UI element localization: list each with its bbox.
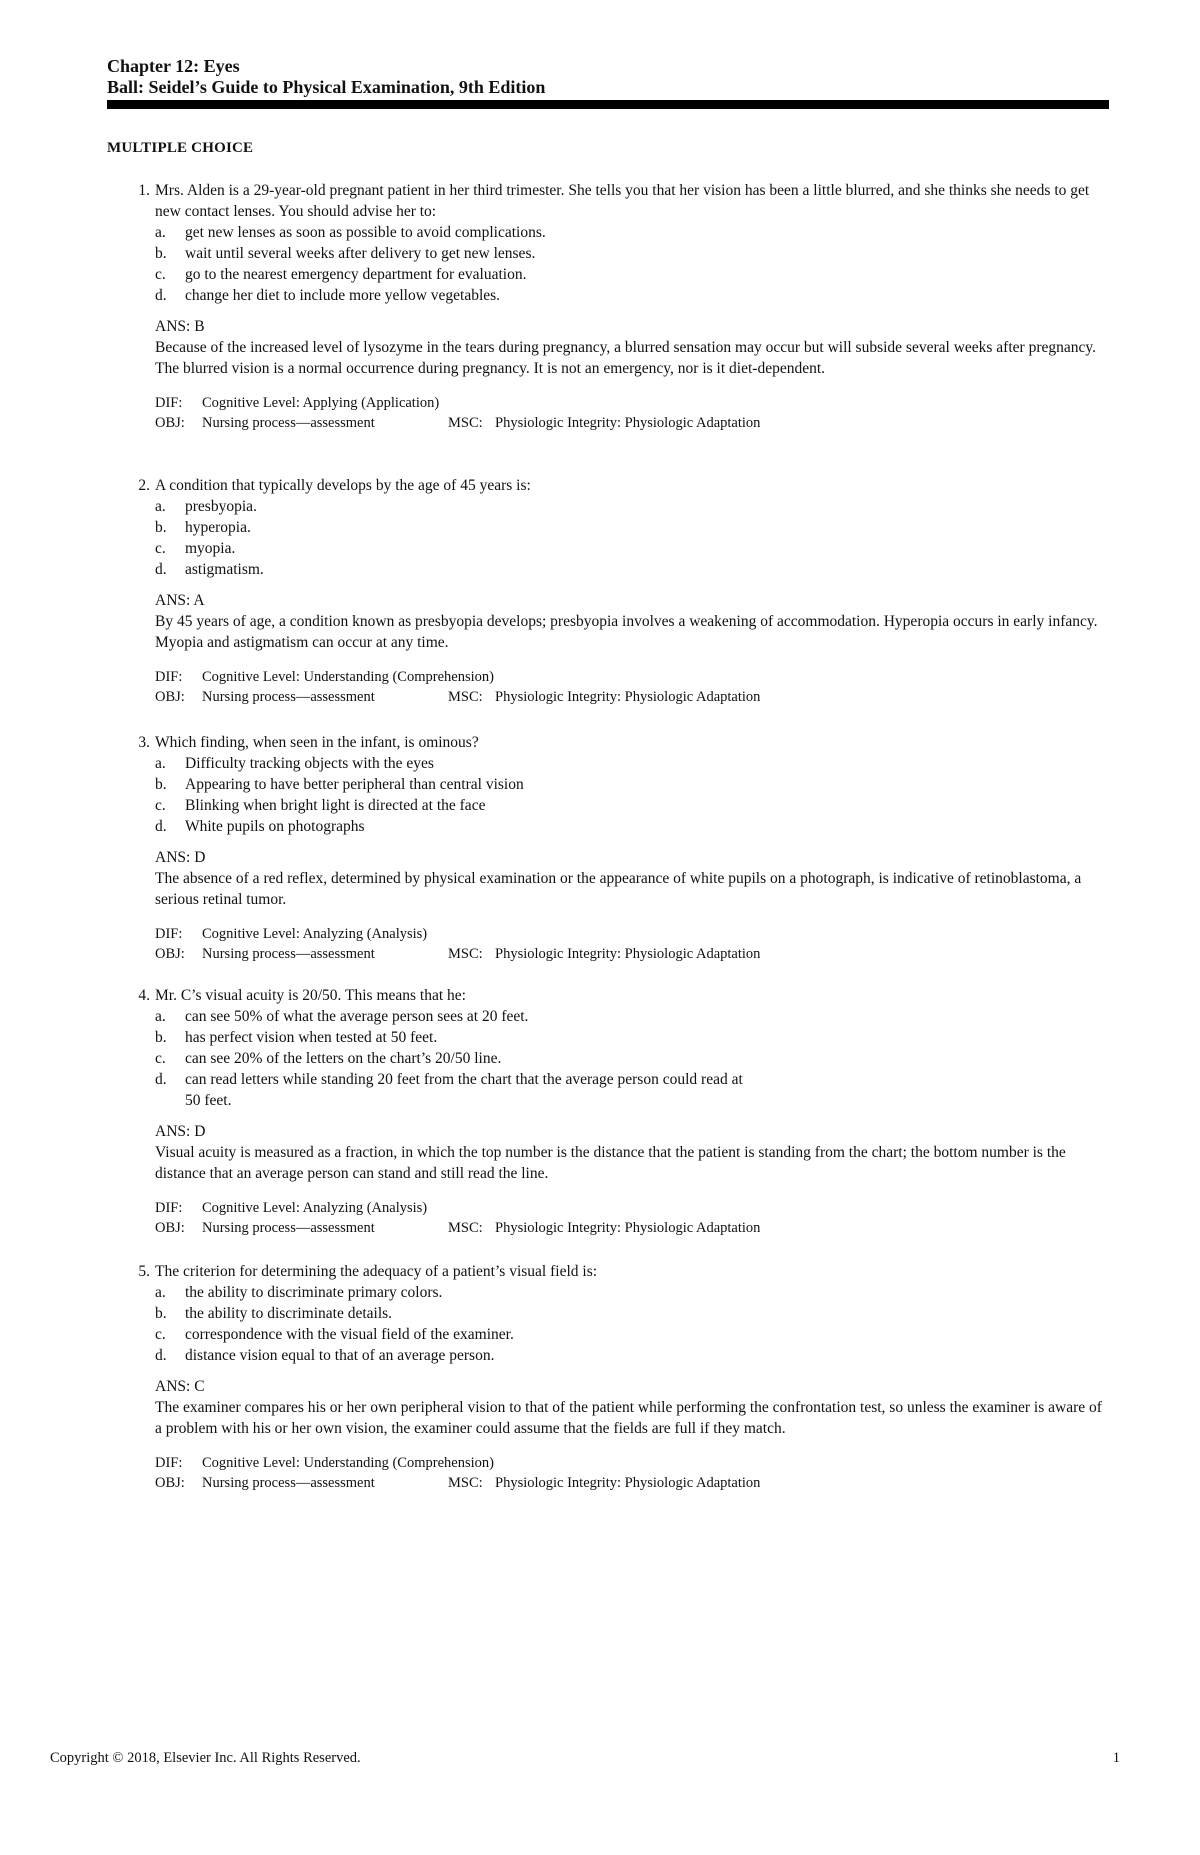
question-3: [130, 732, 1110, 964]
question-meta: [155, 667, 1110, 707]
choice-letter: d.: [155, 818, 167, 835]
rationale: Visual acuity is measured as a fraction, in which the top number is the distance that the patient is standing from the chart; the bottom number is the distance that an average person can stand and still read the line.: [155, 1144, 1066, 1182]
dif-value: Cognitive Level: Analyzing (Analysis): [202, 926, 428, 942]
choice-b: [155, 774, 1110, 795]
choice-text: wait until several weeks after delivery to get new lenses.: [185, 245, 536, 262]
choice-text: has perfect vision when tested at 50 feet.: [185, 1029, 438, 1046]
answer: ANS: A: [155, 592, 205, 609]
choice-d: [155, 1069, 755, 1111]
choice-b: [155, 243, 1110, 264]
question-stem: The criterion for determining the adequacy of a patient’s visual field is:: [155, 1263, 598, 1280]
question-stem: Mr. C’s visual acuity is 20/50. This means that he:: [155, 987, 466, 1004]
choice-d: [155, 285, 1110, 306]
dif-label: DIF:: [155, 1200, 183, 1216]
choice-text: get new lenses as soon as possible to avoid complications.: [185, 224, 546, 241]
choice-d: [155, 816, 1110, 837]
choice-letter: a.: [155, 224, 166, 241]
choice-letter: b.: [155, 1029, 167, 1046]
msc-value: Physiologic Integrity: Physiologic Adaptation: [495, 415, 761, 431]
msc-label: MSC:: [448, 946, 483, 962]
rationale: By 45 years of age, a condition known as presbyopia develops; presbyopia involves a weakening of accommodation. Hyperopia occurs in early infancy. Myopia and astigmatism can occur at any time.: [155, 613, 1098, 651]
choice-letter: a.: [155, 755, 166, 772]
msc-label: MSC:: [448, 1220, 483, 1236]
question-meta: [155, 924, 1110, 964]
choice-letter: d.: [155, 1347, 167, 1364]
choice-b: [155, 517, 1110, 538]
choice-a: [155, 222, 1110, 243]
choice-text: change her diet to include more yellow vegetables.: [185, 287, 501, 304]
dif-label: DIF:: [155, 926, 183, 942]
msc-value: Physiologic Integrity: Physiologic Adaptation: [495, 946, 761, 962]
choice-text: Appearing to have better peripheral than central vision: [185, 776, 524, 793]
choice-b: [155, 1303, 1110, 1324]
choice-letter: b.: [155, 245, 167, 262]
msc-value: Physiologic Integrity: Physiologic Adaptation: [495, 1220, 761, 1236]
choice-letter: c.: [155, 266, 166, 283]
question-stem: Which finding, when seen in the infant, is ominous?: [155, 734, 479, 751]
obj-value: Nursing process—assessment: [202, 1475, 375, 1491]
choice-text: go to the nearest emergency department for evaluation.: [185, 266, 527, 283]
choice-letter: c.: [155, 1050, 166, 1067]
choice-letter: d.: [155, 561, 167, 578]
obj-value: Nursing process—assessment: [202, 1220, 375, 1236]
answer: ANS: C: [155, 1378, 205, 1395]
question-number: 3.: [138, 734, 150, 751]
question-meta: [155, 393, 1110, 433]
question-4: [130, 985, 1110, 1238]
choice-letter: c.: [155, 540, 166, 557]
choice-c: [155, 795, 1110, 816]
copyright-notice: Copyright © 2018, Elsevier Inc. All Rights Reserved.: [50, 1750, 361, 1766]
choice-b: [155, 1027, 1110, 1048]
dif-label: DIF:: [155, 1455, 183, 1471]
page-header: [107, 56, 1107, 98]
choice-letter: c.: [155, 797, 166, 814]
book-title: Ball: Seidel’s Guide to Physical Examination, 9th Edition: [107, 77, 546, 97]
question-number: 1.: [138, 182, 150, 199]
question-number: 2.: [138, 477, 150, 494]
question-meta: [155, 1453, 1110, 1493]
question-stem: A condition that typically develops by the age of 45 years is:: [155, 477, 531, 494]
obj-value: Nursing process—assessment: [202, 415, 375, 431]
question-number: 5.: [138, 1263, 150, 1280]
choice-text: correspondence with the visual field of the examiner.: [185, 1326, 514, 1343]
choice-a: [155, 496, 1110, 517]
choice-text: distance vision equal to that of an average person.: [185, 1347, 495, 1364]
rationale: Because of the increased level of lysozyme in the tears during pregnancy, a blurred sensation may occur but will subside several weeks after pregnancy. The blurred vision is a normal occurrence during pregnancy. It is not an emergency, nor is it diet-dependent.: [155, 339, 1096, 377]
choice-c: [155, 1324, 1110, 1345]
page-number: 1: [1112, 1750, 1120, 1766]
obj-value: Nursing process—assessment: [202, 689, 375, 705]
choice-letter: b.: [155, 519, 167, 536]
msc-value: Physiologic Integrity: Physiologic Adaptation: [495, 1475, 761, 1491]
choice-letter: a.: [155, 498, 166, 515]
question-2: [130, 475, 1110, 707]
choice-text: astigmatism.: [185, 561, 264, 578]
choice-text: the ability to discriminate primary colors.: [185, 1284, 443, 1301]
msc-label: MSC:: [448, 689, 483, 705]
question-1: [130, 180, 1110, 433]
choice-letter: a.: [155, 1008, 166, 1025]
msc-label: MSC:: [448, 415, 483, 431]
choice-text: presbyopia.: [185, 498, 257, 515]
choice-letter: d.: [155, 287, 167, 304]
choice-d: [155, 559, 1110, 580]
rationale: The examiner compares his or her own peripheral vision to that of the patient while performing the confrontation test, so unless the examiner is aware of a problem with his or her own vision, the examiner could assume that the fields are full if they match.: [155, 1399, 1102, 1437]
choice-letter: d.: [155, 1071, 167, 1088]
answer: ANS: D: [155, 1123, 206, 1140]
choice-text: hyperopia.: [185, 519, 251, 536]
choice-letter: a.: [155, 1284, 166, 1301]
msc-value: Physiologic Integrity: Physiologic Adaptation: [495, 689, 761, 705]
header-rule: [107, 100, 1109, 109]
question-number: 4.: [138, 987, 150, 1004]
choice-c: [155, 538, 1110, 559]
choice-text: can see 20% of the letters on the chart’s 20/50 line.: [185, 1050, 502, 1067]
dif-value: Cognitive Level: Applying (Application): [202, 395, 440, 411]
dif-value: Cognitive Level: Understanding (Comprehension): [202, 669, 494, 685]
question-stem: Mrs. Alden is a 29-year-old pregnant patient in her third trimester. She tells you that her vision has been a little blurred, and she thinks she needs to get new contact lenses. You should advise her to:: [155, 182, 1090, 220]
choice-text: Difficulty tracking objects with the eyes: [185, 755, 434, 772]
choice-c: [155, 264, 1110, 285]
choice-text: Blinking when bright light is directed at the face: [185, 797, 486, 814]
choice-text: the ability to discriminate details.: [185, 1305, 393, 1322]
answer: ANS: D: [155, 849, 206, 866]
chapter-title: Chapter 12: Eyes: [107, 56, 240, 76]
obj-label: OBJ:: [155, 1220, 185, 1236]
choice-letter: b.: [155, 1305, 167, 1322]
choice-a: [155, 1282, 1110, 1303]
obj-label: OBJ:: [155, 1475, 185, 1491]
rationale: The absence of a red reflex, determined by physical examination or the appearance of white pupils on a photograph, is indicative of retinoblastoma, a serious retinal tumor.: [155, 870, 1082, 908]
answer: ANS: B: [155, 318, 205, 335]
dif-value: Cognitive Level: Analyzing (Analysis): [202, 1200, 428, 1216]
choice-a: [155, 1006, 1110, 1027]
choice-text: can read letters while standing 20 feet from the chart that the average person could read at 50 feet.: [185, 1071, 743, 1109]
msc-label: MSC:: [448, 1475, 483, 1491]
choice-text: White pupils on photographs: [185, 818, 365, 835]
obj-label: OBJ:: [155, 415, 185, 431]
question-5: [130, 1261, 1110, 1493]
obj-label: OBJ:: [155, 946, 185, 962]
choice-letter: b.: [155, 776, 167, 793]
question-meta: [155, 1198, 1110, 1238]
choice-text: myopia.: [185, 540, 236, 557]
choice-letter: c.: [155, 1326, 166, 1343]
dif-label: DIF:: [155, 395, 183, 411]
choice-c: [155, 1048, 1110, 1069]
dif-label: DIF:: [155, 669, 183, 685]
obj-value: Nursing process—assessment: [202, 946, 375, 962]
obj-label: OBJ:: [155, 689, 185, 705]
choice-d: [155, 1345, 1110, 1366]
dif-value: Cognitive Level: Understanding (Comprehension): [202, 1455, 494, 1471]
choice-text: can see 50% of what the average person sees at 20 feet.: [185, 1008, 529, 1025]
choice-a: [155, 753, 1110, 774]
section-heading: MULTIPLE CHOICE: [107, 140, 254, 156]
